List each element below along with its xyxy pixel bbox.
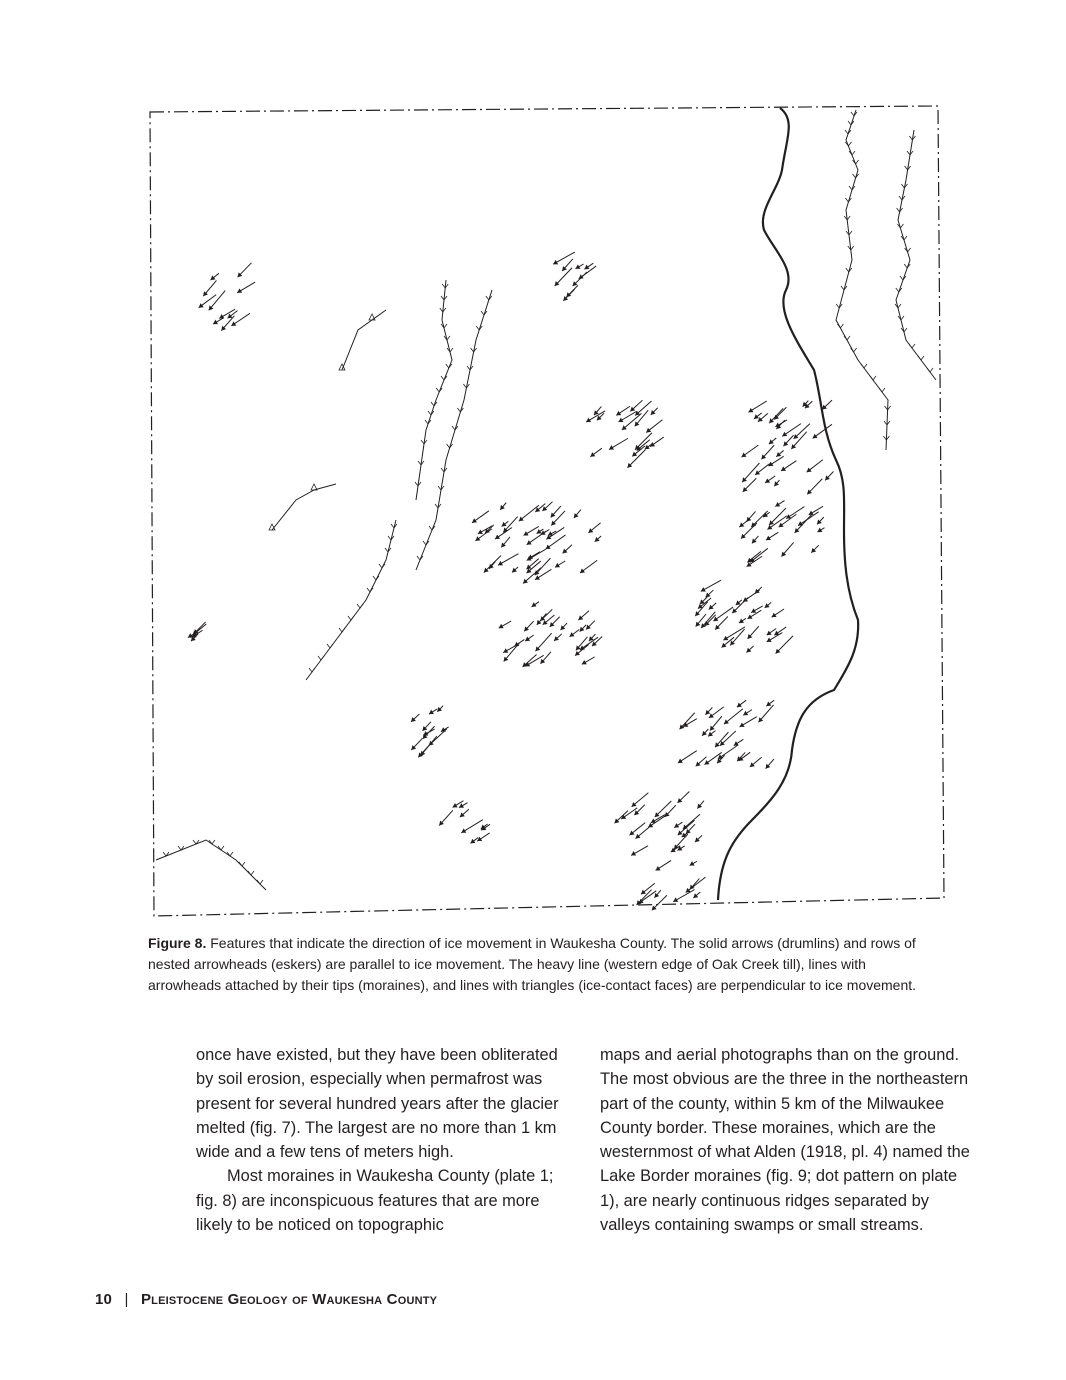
drumlin-arrowhead: [228, 314, 233, 319]
drumlin-arrowhead: [765, 478, 770, 483]
body-column-left: [196, 1043, 576, 1237]
moraine-line: [306, 520, 396, 680]
moraine-tick: [848, 121, 854, 125]
drumlin-arrowhead: [472, 518, 477, 523]
figure-8-map: [146, 100, 946, 918]
map-features: [156, 110, 936, 910]
drumlin-arrowhead: [713, 617, 718, 622]
moraine-line: [836, 110, 888, 450]
moraine-tick: [441, 376, 447, 380]
drumlin-arrowhead: [779, 523, 784, 528]
ice-contact-face: [342, 310, 386, 370]
drumlin-arrowhead: [525, 637, 530, 642]
moraine-line: [416, 290, 492, 570]
moraine-tick: [851, 112, 857, 116]
drumlin-arrowhead: [199, 303, 204, 308]
ice-movement-map: [146, 100, 946, 918]
moraine-tick: [379, 564, 385, 568]
moraine-tick: [846, 268, 852, 272]
drumlin-arrowhead: [532, 602, 537, 607]
running-title: Pleistocene Geology of Waukesha County: [140, 1291, 438, 1308]
drumlin-arrowhead: [704, 760, 709, 765]
moraine-tick: [431, 402, 437, 406]
drumlin-arrowhead: [580, 568, 585, 573]
moraine-tick: [851, 348, 857, 352]
moraine-tick: [904, 264, 910, 268]
drumlin-arrowhead: [546, 545, 551, 550]
moraine-tick: [428, 411, 434, 415]
drumlin-arrowhead: [767, 525, 772, 530]
page-number: 10: [95, 1291, 113, 1308]
moraine-tick: [457, 408, 463, 412]
moraine-tick: [452, 426, 458, 430]
moraine-tick: [447, 444, 453, 448]
page-footer: [95, 1291, 437, 1308]
body-paragraph: Most moraines in Waukesha County (plate 1; fig. 8) are inconspicuous features that are more likely to be noticed on topographic: [196, 1167, 554, 1235]
figure-caption: [148, 933, 938, 996]
moraine-tick: [367, 588, 373, 592]
drumlin-arrowhead: [755, 470, 760, 475]
moraine-tick: [900, 276, 906, 280]
moraine-tick: [896, 288, 902, 292]
drumlin-arrowhead: [737, 703, 742, 708]
moraine-tick: [844, 336, 850, 340]
drumlin-arrowhead: [766, 701, 771, 706]
figure-caption-text: Features that indicate the direction of ice movement in Waukesha County. The solid arrows (drumlins) and rows of nested arrowheads (eskers) are parallel to ice movement. The heavy line (western edge of Oak Creek till), lines with arrowheads attached by their tips (moraines), and lines with triangles (ice-contact faces) are perpendicular to ice movement.: [148, 935, 917, 993]
drumlin-arrowhead: [646, 428, 651, 433]
drumlin-arrowhead: [570, 632, 575, 637]
moraine-line: [896, 130, 936, 380]
body-paragraph: once have existed, but they have been obliterated by soil erosion, especially when permafrost was present for several hundred years after the glacier melted (fig. 7). The largest are no more than 1 km wide and a few tens of meters high.: [196, 1046, 559, 1162]
drumlin-arrowhead: [475, 536, 480, 541]
moraine-tick: [853, 160, 859, 164]
moraine-line: [156, 840, 266, 890]
moraine-tick: [481, 311, 487, 315]
figure-label: Figure 8.: [148, 935, 207, 951]
drumlin-arrowhead: [782, 432, 787, 437]
drumlin-arrowhead: [708, 732, 713, 737]
moraine-tick: [417, 556, 423, 560]
body-column-right: [600, 1043, 970, 1237]
drumlin-arrowhead: [741, 453, 746, 458]
moraine-tick: [901, 236, 907, 240]
drumlin-arrowhead: [495, 535, 500, 540]
drumlin-arrowhead: [774, 631, 779, 636]
drumlin-arrowhead: [813, 434, 818, 439]
ice-contact-face: [272, 484, 336, 530]
moraine-tick: [897, 224, 903, 228]
moraine-tick: [853, 174, 859, 178]
drumlin-arrowhead: [502, 522, 507, 527]
moraine-line: [416, 280, 452, 500]
drumlin-arrowhead: [767, 631, 772, 636]
moraine-tick: [905, 248, 911, 252]
moraine-tick: [845, 130, 851, 134]
moraine-tick: [476, 326, 482, 330]
moraine-tick: [423, 541, 429, 545]
county-boundary: [150, 106, 944, 916]
drumlin-arrowhead: [527, 540, 532, 545]
moraine-tick: [849, 151, 855, 155]
drumlin-arrowhead: [807, 468, 812, 473]
moraine-tick: [841, 286, 847, 290]
oak-creek-till-edge: [718, 108, 858, 900]
moraine-tick: [486, 296, 492, 300]
body-paragraph: maps and aerial photographs than on the ground. The most obvious are the three in the northeastern part of the county, within 5 km of the Milwaukee County border. These moraines, which are the westernmost of what Alden (1918, pl. 4) named the Lake Border moraines (fig. 9; dot pattern on plate 1), are nearly continuous ridges separated by valleys containing swamps or small streams.: [600, 1046, 970, 1235]
moraine-tick: [446, 364, 452, 368]
moraine-tick: [845, 198, 851, 202]
moraine-tick: [845, 142, 851, 146]
drumlin-arrowhead: [754, 414, 759, 419]
drumlin-arrowhead: [709, 713, 714, 718]
moraine-tick: [429, 526, 435, 530]
moraine-tick: [425, 420, 431, 424]
moraine-tick: [837, 324, 843, 328]
drumlin-arrowhead: [590, 452, 595, 457]
footer-separator: |: [124, 1291, 129, 1308]
moraine-tick: [836, 304, 842, 308]
drumlin-arrowhead: [645, 445, 650, 450]
moraine-tick: [436, 388, 442, 392]
moraine-tick: [849, 186, 855, 190]
moraine-tick: [373, 576, 379, 580]
drumlin-arrowhead: [470, 839, 475, 844]
